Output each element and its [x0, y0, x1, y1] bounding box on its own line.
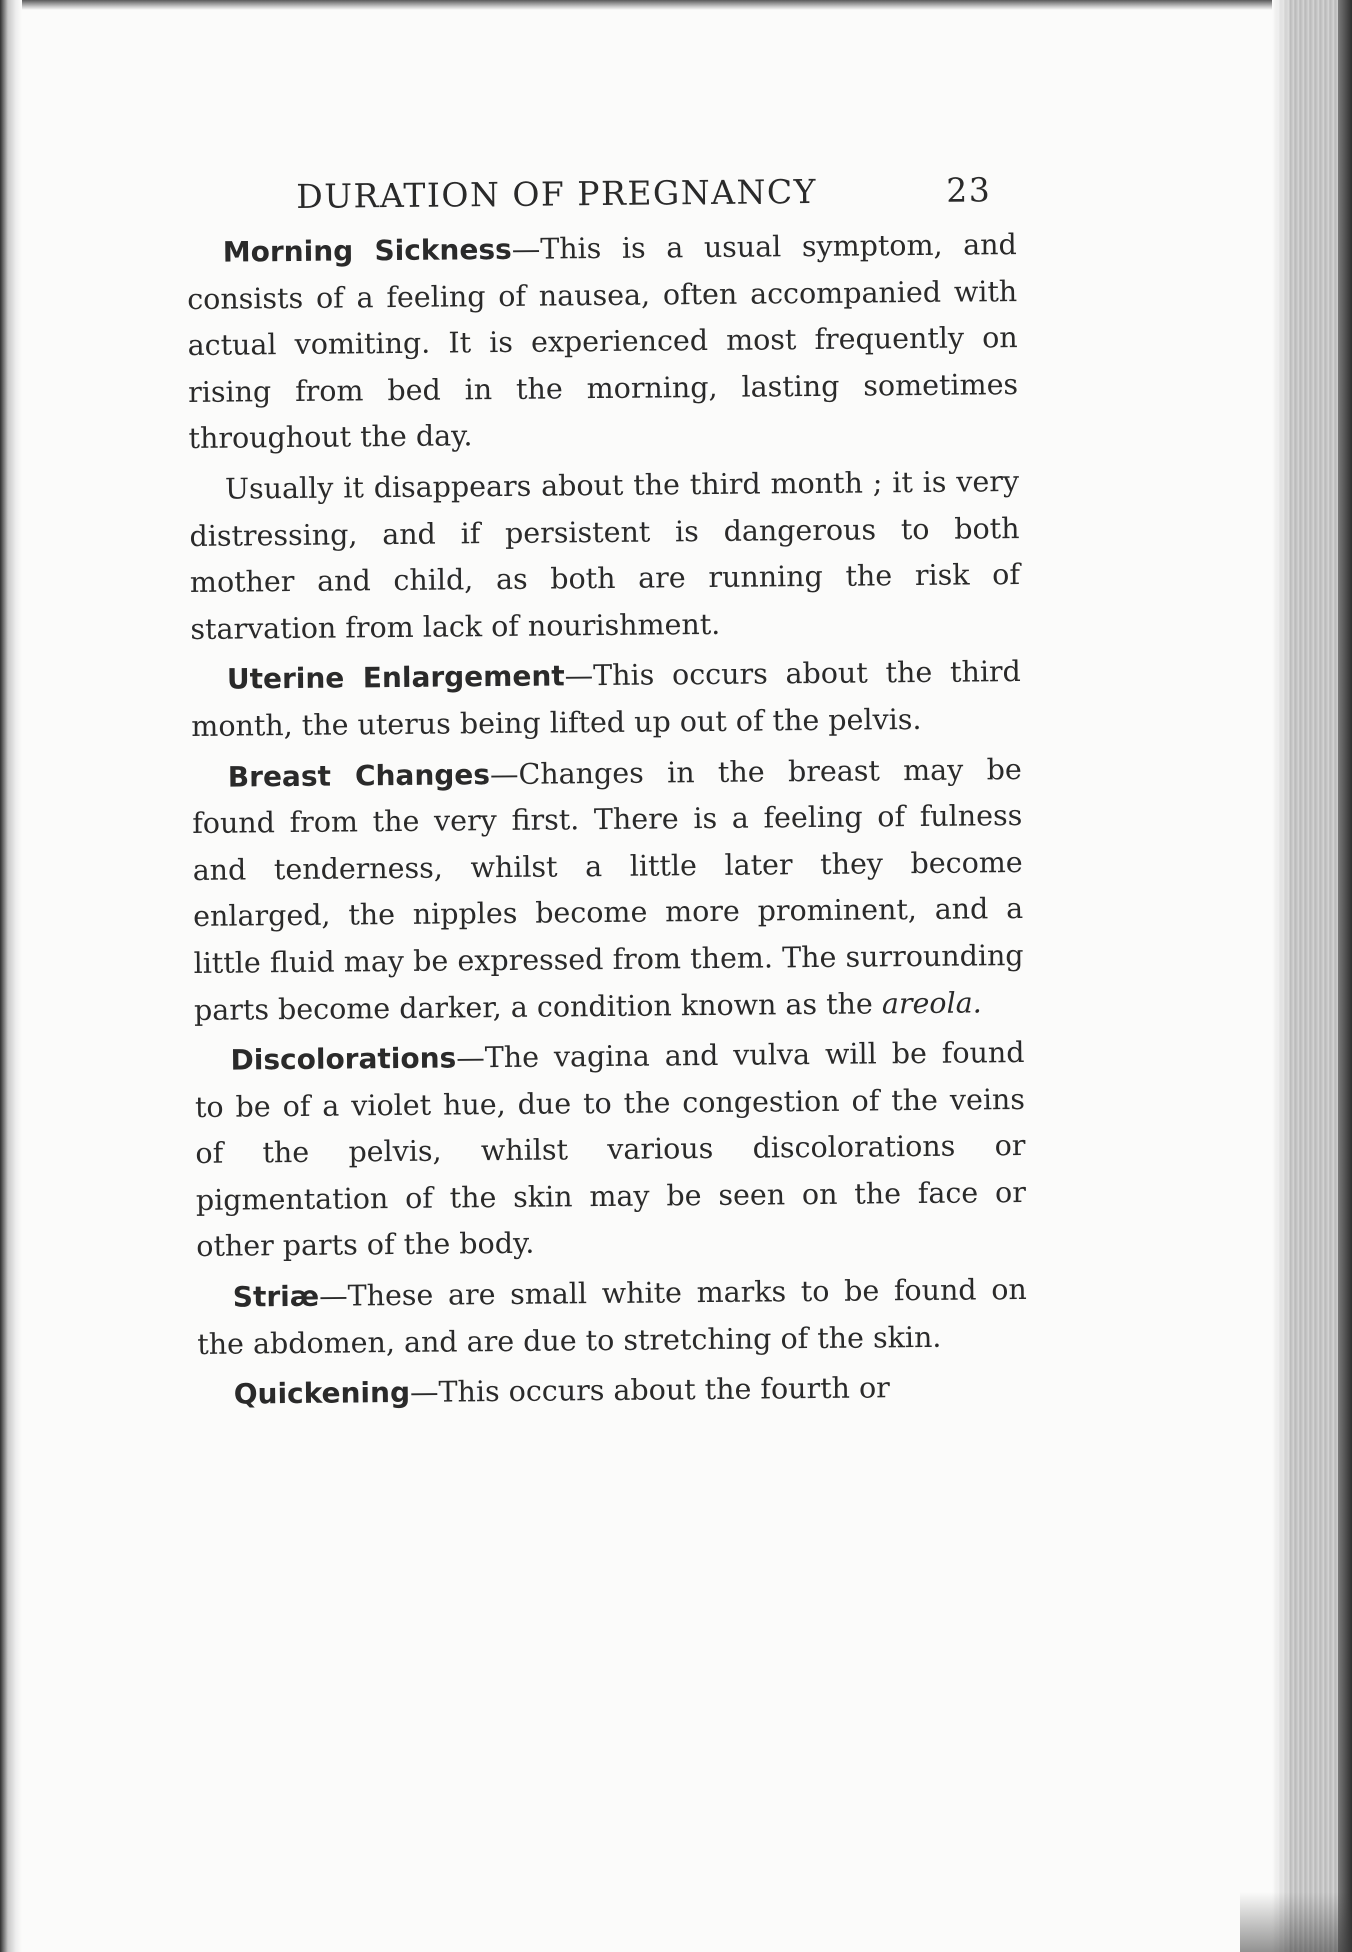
- page-top-edge: [0, 0, 1352, 10]
- paragraph-text: Usually it disappears about the third month ; it is very distressing, and if persistent is dangerous to both mother and child, as both are running the risk of starvation from lack of nourishment.: [189, 464, 1021, 646]
- section-heading: Discolorations: [230, 1041, 457, 1077]
- paragraph-morning-sickness: [187, 222, 1019, 463]
- page-text-block: [186, 162, 1028, 1423]
- section-heading: Quickening: [233, 1376, 411, 1411]
- section-heading: Morning Sickness: [222, 232, 512, 269]
- paragraph-breast-changes: [192, 747, 1025, 1035]
- paragraph-text: —This occurs about the third month, the uterus being lifted up out of the pelvis.: [191, 655, 1021, 743]
- section-heading: Breast Changes: [227, 757, 491, 794]
- running-head: [186, 162, 1017, 230]
- paragraph-text: —These are small white marks to be found on the abdomen, and are due to stretching of the skin.: [197, 1273, 1027, 1361]
- paragraph-discolorations: [194, 1030, 1026, 1271]
- running-head-title: DURATION OF PREGNANCY: [296, 171, 818, 216]
- paragraph-striae: [197, 1267, 1028, 1368]
- paragraph-quickening: [198, 1364, 1028, 1419]
- italic-term: areola.: [881, 985, 982, 1020]
- section-heading: Uterine Enlargement: [226, 659, 565, 696]
- page-number: 23: [946, 170, 992, 210]
- paragraph-usually: [189, 459, 1021, 653]
- paragraph-text: —This occurs about the fourth or: [409, 1371, 890, 1410]
- paragraph-text: —The vagina and vulva will be found to be of a violet hue, due to the congestion of the veins of the pelvis, whilst various discolorations or pigmentation of the skin may be seen on the face or other parts of the body.: [194, 1036, 1027, 1264]
- section-heading: Striæ: [232, 1279, 320, 1314]
- paragraph-text: —Changes in the breast may be found from the very first. There is a feeling of fulness and tenderness, whilst a little later they become enlarged, the nipples become more prominent, and a little fluid may be expressed from them. The surrounding parts become darker, a condition known as the: [192, 752, 1024, 1027]
- paragraph-uterine-enlargement: [191, 649, 1022, 750]
- page-fore-edge: [1272, 0, 1352, 1952]
- corner-shadow: [1240, 1892, 1352, 1952]
- book-binding-edge: [0, 0, 22, 1952]
- paragraph-text: —This is a usual symptom, and consists of a feeling of nausea, often accompanied with actual vomiting. It is experienced most frequently on rising from bed in the morning, lasting sometimes throughout the day.: [187, 228, 1019, 456]
